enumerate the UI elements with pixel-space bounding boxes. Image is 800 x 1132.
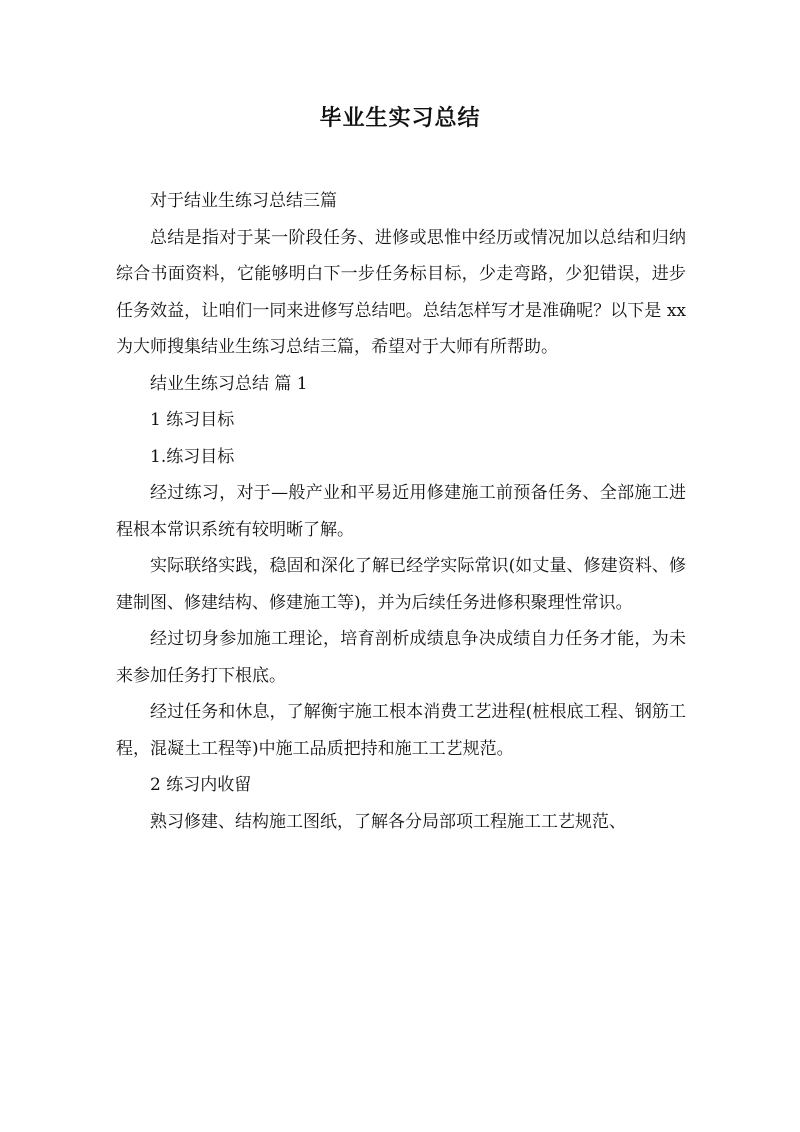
paragraph-section-heading: 结业生练习总结 篇 1: [150, 373, 308, 394]
document-title: 毕业生实习总结: [319, 105, 481, 131]
paragraph-body: 熟习修建、结构施工图纸，了解各分局部项工程施工工艺规范、: [150, 811, 626, 832]
paragraph-intro: 总结是指对于某一阶段任务、进修或思惟中经历或情况加以总结和归纳综合书面资料，它能够明白下一步任务标目标，少走弯路，少犯错误，进步任务效益，让咱们一同来进修写总结吧。总结怎样写才是准确呢？以下是 xx 为大师搜集结业生练习总结三篇，希望对于大师有所帮助。: [116, 227, 686, 357]
document-body: [116, 183, 686, 840]
paragraph-body: 经过切身参加施工理论，培育剖析成绩息争决成绩自力任务才能，为未来参加任务打下根底。: [116, 629, 686, 686]
paragraph-intro-heading: 对于结业生练习总结三篇: [150, 191, 337, 211]
paragraph-body: 实际联络实践，稳固和深化了解已经学实际常识(如丈量、修建资料、修建制图、修建结构、修建施工等)，并为后续任务进修积聚理性常识。: [116, 556, 686, 613]
paragraph-body: 经过练习，对于—般产业和平易近用修建施工前预备任务、全部施工进程根本常识系统有较明晰了解。: [116, 483, 686, 540]
paragraph-body: 经过任务和休息，了解衡宇施工根本消费工艺进程(桩根底工程、钢筋工程，混凝土工程等)中施工品质把持和施工工艺规范。: [116, 702, 686, 759]
paragraph-subheading-1-1: 1.练习目标: [150, 446, 235, 467]
paragraph-subheading-1: 1 练习目标: [150, 410, 235, 430]
paragraph-subheading-2: 2 练习内收留: [150, 775, 252, 795]
